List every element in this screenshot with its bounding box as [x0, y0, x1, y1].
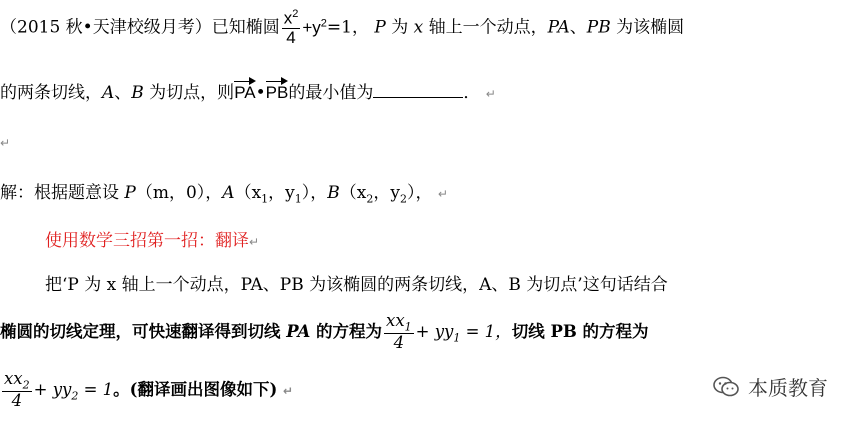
tangent-fraction-1: $\frac{xx_1}{4}$ — [386, 311, 412, 353]
var-p: P — [374, 17, 386, 38]
paragraph-mark: ↵ — [485, 87, 496, 101]
watermark-text: 本质教育 — [748, 376, 828, 400]
answer-blank — [373, 81, 463, 98]
tangent-fraction-2: $\frac{xx_2}{4}$ — [4, 369, 30, 411]
tangent-line-1: 椭圆的切线定理，可快速翻译得到切线 PA 的方程为 $\frac{xx_1}{4}$ + $yy_1 = 1$，切线 PB 的方程为 — [0, 311, 649, 353]
problem-line-1: （2015 秋•天津校级月考）已知椭圆 $\frac{x^2}{4}$ $+y^2=1$， P 为 x 轴上一个动点，PA、PB 为该椭圆 — [0, 8, 685, 48]
watermark — [712, 372, 828, 401]
text: 已知椭圆 — [211, 17, 280, 38]
vector-pb: PB — [265, 83, 289, 102]
method-line: 使用数学三招第一招：翻译↵ — [45, 231, 260, 251]
ellipse-fraction: $\frac{x^2}{4}$ — [283, 8, 299, 48]
tangent-line-2: $\frac{xx_2}{4}$ + $yy_2 = 1$。(翻译画出图像如下) ↵ — [4, 369, 294, 411]
wechat-icon — [712, 375, 740, 399]
intro-line: 把‘P 为 x 轴上一个动点，PA、PB 为该椭圆的两条切线，A、B 为切点’这句话结合 — [45, 275, 668, 295]
problem-line-2: 的两条切线，A、B 为切点，则PA•PB的最小值为 ． ↵ — [0, 83, 496, 103]
vector-pa: PA — [234, 83, 256, 102]
empty-paragraph: ↵ — [0, 136, 11, 150]
problem-source: （2015 秋•天津校级月考） — [0, 17, 212, 38]
solution-line: 解：根据题意设 P（m，0），$A(x_1$，$y_1$），$B(x_2$，$y_2$）， ↵ — [0, 183, 448, 206]
